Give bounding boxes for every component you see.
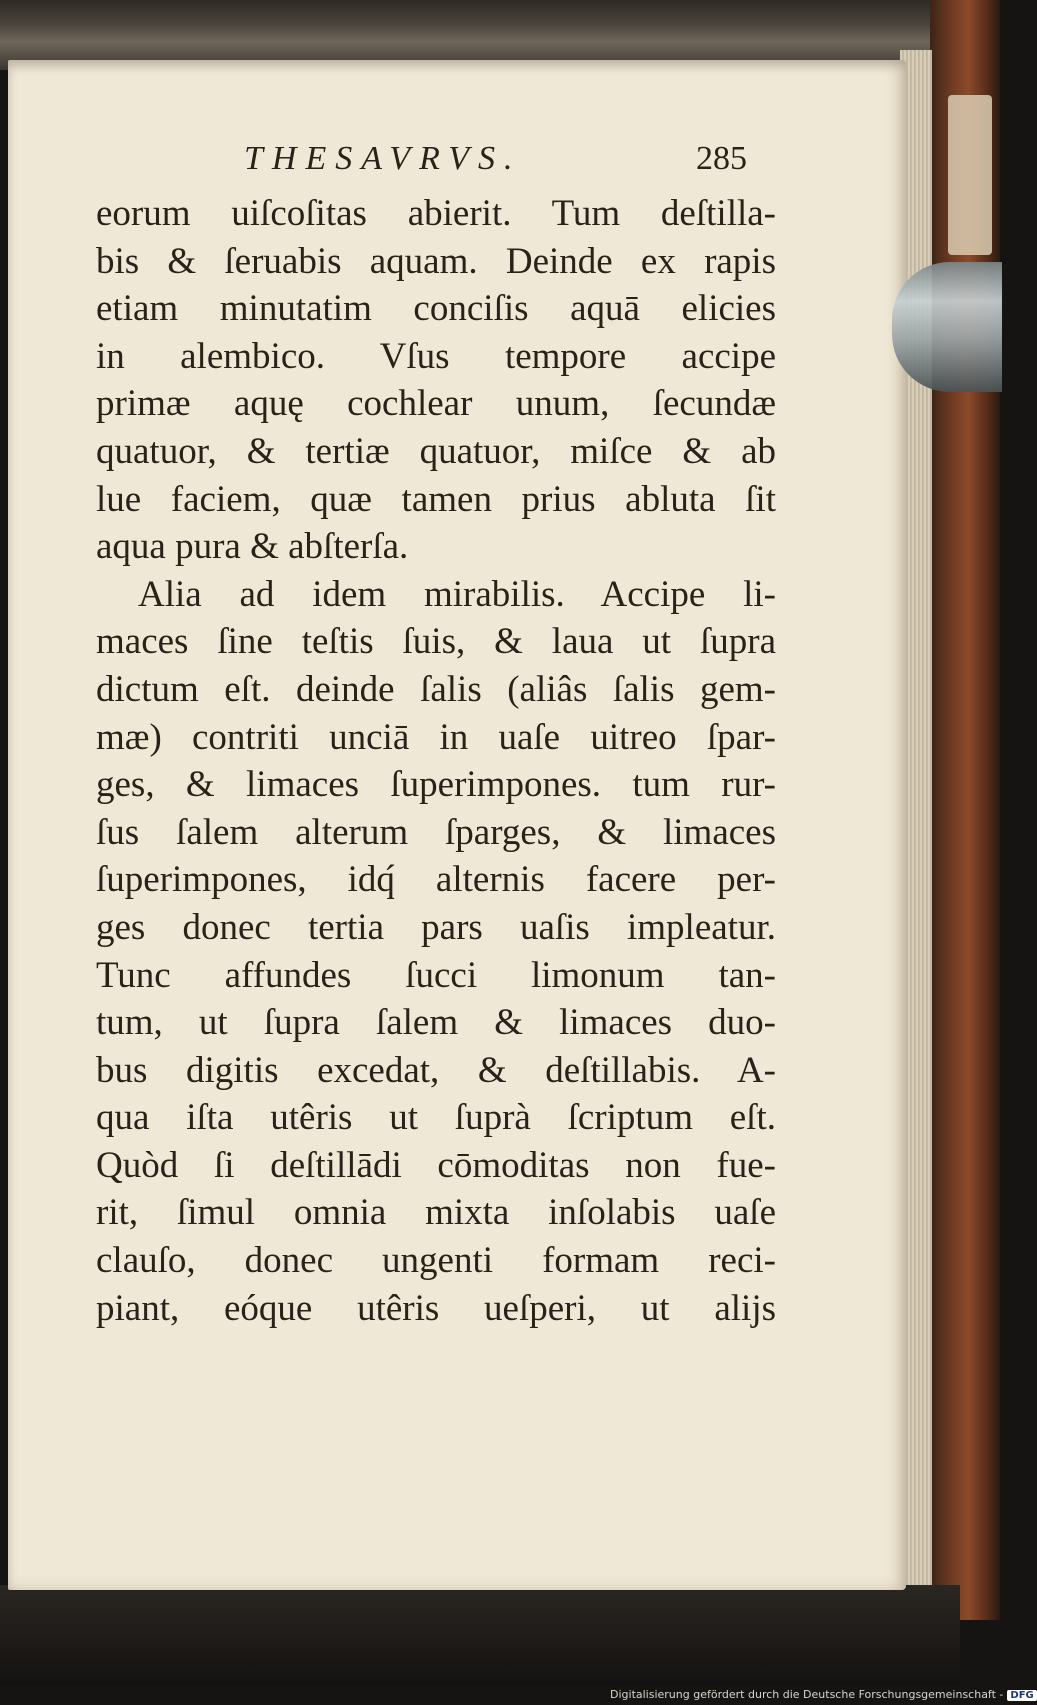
text-line: ſuperimpones, idq́ alternis facere per- bbox=[96, 859, 776, 901]
text-line: in alembico. Vſus tempore accipe bbox=[96, 335, 776, 377]
text-line: rit, ſimul omnia mixta inſolabis uaſe bbox=[96, 1192, 776, 1234]
text-line: lue faciem, quæ tamen prius abluta ſit bbox=[96, 478, 776, 520]
text-line: Quòd ſi deſtillādi cōmoditas non fue- bbox=[96, 1144, 776, 1186]
text-line: bus digitis excedat, & deſtillabis. A- bbox=[96, 1049, 776, 1091]
text-line: tum, ut ſupra ſalem & limaces duo- bbox=[96, 1002, 776, 1044]
dfg-logo: DFG bbox=[1007, 1690, 1036, 1701]
text-line: ſus ſalem alterum ſparges, & limaces bbox=[96, 811, 776, 853]
text-line: mæ) contriti unciā in uaſe uitreo ſpar- bbox=[96, 716, 776, 758]
text-line: Tunc affundes ſucci limonum tan- bbox=[96, 954, 776, 996]
text-line: etiam minutatim conciſis aquā elicies bbox=[96, 288, 776, 330]
text-line: piant, eóque utêris ueſperi, ut alijs bbox=[96, 1287, 776, 1329]
page-number: 285 bbox=[696, 140, 747, 177]
digitization-credit bbox=[610, 1688, 1037, 1701]
text-line: aqua pura & abſterſa. bbox=[96, 526, 409, 568]
text-line: ges, & limaces ſuperimpones. tum rur- bbox=[96, 764, 776, 806]
text-line: quatuor, & tertiæ quatuor, miſce & ab bbox=[96, 430, 776, 472]
text-line: maces ſine teſtis ſuis, & laua ut ſupra bbox=[96, 621, 776, 663]
page-header bbox=[96, 140, 776, 190]
text-line: ges donec tertia pars uaſis impleatur. bbox=[96, 906, 776, 948]
page-text-block bbox=[96, 140, 776, 1332]
running-title: THESAVRVS. bbox=[244, 140, 522, 177]
text-line: eorum uiſcoſitas abierit. Tum deſtilla- bbox=[96, 193, 776, 234]
text-line: clauſo, donec ungenti formam reci- bbox=[96, 1240, 776, 1282]
book-bottom-edge bbox=[0, 1585, 960, 1685]
page-clip bbox=[892, 262, 1002, 392]
text-line: Alia ad idem mirabilis. Accipe li- bbox=[138, 573, 776, 615]
body-text bbox=[96, 190, 776, 1332]
text-line: qua iſta utêris ut ſuprà ſcriptum eſt. bbox=[96, 1097, 776, 1139]
text-line: dictum eſt. deinde ſalis (aliâs ſalis gem- bbox=[96, 668, 776, 710]
spine-label-patch bbox=[948, 95, 992, 255]
text-line: bis & ſeruabis aquam. Deinde ex rapis bbox=[96, 240, 776, 282]
text-line: primæ aquę cochlear unum, ſecundæ bbox=[96, 383, 776, 425]
credit-text: Digitalisierung gefördert durch die Deutsche Forschungsgemeinschaft - bbox=[610, 1688, 1004, 1701]
